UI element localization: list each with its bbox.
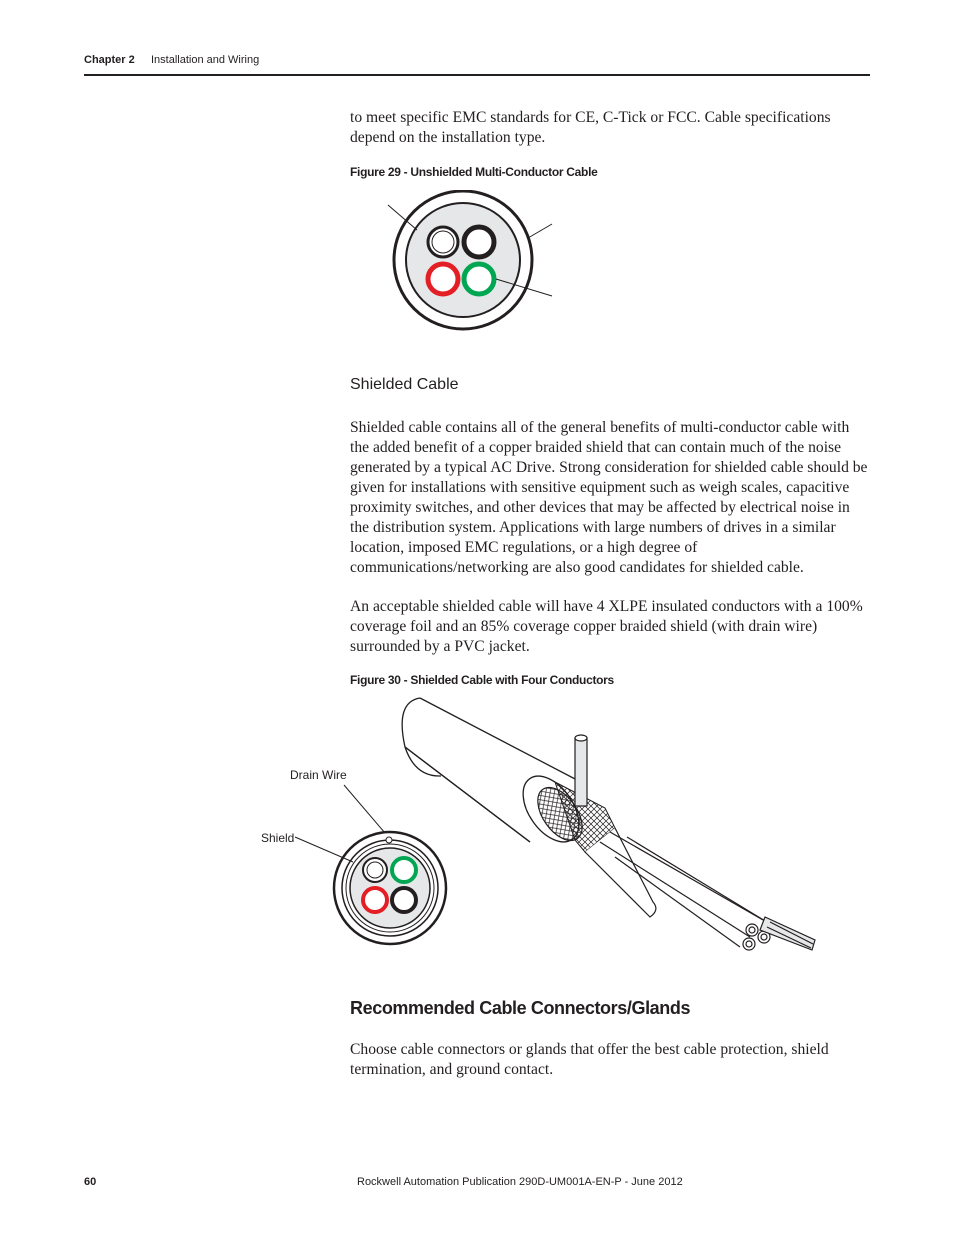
figure-29-caption: Figure 29 - Unshielded Multi-Conductor Cable bbox=[350, 165, 598, 179]
green-conductor bbox=[392, 858, 416, 882]
figure-30-caption: Figure 30 - Shielded Cable with Four Conductors bbox=[350, 673, 614, 687]
drain-wire-label: Drain Wire bbox=[290, 768, 347, 782]
page-header bbox=[84, 54, 260, 66]
black-conductor bbox=[392, 888, 416, 912]
figure-29-unshielded-cable-diagram bbox=[380, 190, 560, 340]
publication-info: Rockwell Automation Publication 290D-UM001A-EN-P - June 2012 bbox=[357, 1176, 683, 1188]
shield-leader bbox=[295, 837, 353, 862]
page-number: 60 bbox=[84, 1176, 97, 1188]
chapter-label: Chapter 2 bbox=[84, 54, 135, 66]
black-conductor bbox=[464, 227, 494, 257]
drain-wire-leader bbox=[344, 785, 385, 833]
connectors-heading: Recommended Cable Connectors/Glands bbox=[350, 998, 691, 1018]
intro-paragraph: to meet specific EMC standards for CE, C-Tick or FCC. Cable specifications depend on the installation type. bbox=[350, 109, 831, 146]
leader-line-upper-right bbox=[528, 224, 552, 238]
shielded-cable-heading: Shielded Cable bbox=[350, 376, 459, 393]
section-title: Installation and Wiring bbox=[151, 54, 260, 66]
connectors-paragraph: Choose cable connectors or glands that offer the best cable protection, shield termination, and ground contact. bbox=[350, 1041, 829, 1078]
drain-wire-dot bbox=[386, 837, 392, 843]
shielded-paragraph-2: An acceptable shielded cable will have 4 XLPE insulated conductors with a 100% coverage foil and an 85% coverage copper braided shield (with drain wire) surrounded by a PVC jacket. bbox=[350, 598, 863, 655]
header-rule bbox=[84, 74, 870, 76]
red-conductor bbox=[363, 888, 387, 912]
drain-wire bbox=[575, 735, 587, 806]
filler-area bbox=[406, 203, 520, 317]
shielded-cross-section bbox=[334, 832, 446, 944]
shielded-paragraph-1: Shielded cable contains all of the general benefits of multi-conductor cable with the added benefit of a copper braided shield that can contain much of the noise generated by a typical AC Drive. Strong consideration for shielded cable should be given for installations with sensitive equipment such as weigh scales, capacitive proximity switches, and other devices that may be affected by electrical noise in the distribution system. Applications with large numbers of drives in a similar location, imposed EMC regulations, or a high degree of communications/networking are also good candidates for shielded cable. bbox=[350, 419, 868, 576]
figure-30-shielded-cable-diagram bbox=[255, 692, 830, 962]
white-conductor-core bbox=[432, 231, 454, 253]
red-conductor bbox=[428, 264, 458, 294]
green-conductor bbox=[464, 264, 494, 294]
shield-label: Shield bbox=[261, 831, 295, 845]
